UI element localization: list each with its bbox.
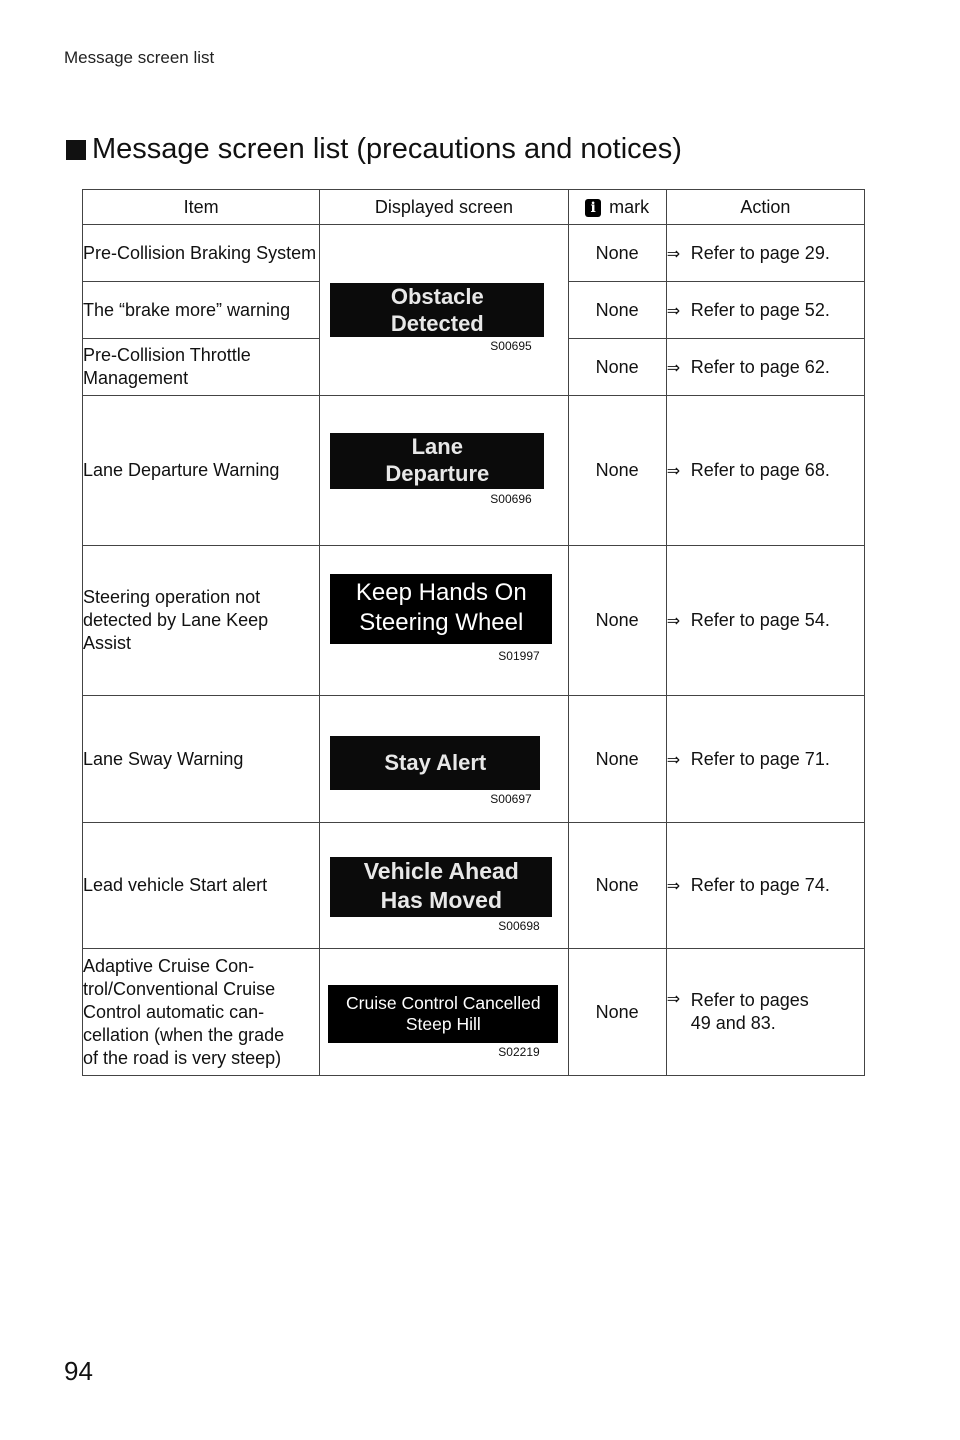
mark-cell: None: [568, 225, 666, 282]
display-screen-cruise-cancelled: [328, 985, 558, 1043]
screen-line: Has Moved: [380, 887, 503, 913]
header-displayed-screen: Displayed screen: [320, 190, 568, 225]
screen-cell: [320, 696, 568, 823]
info-icon: i: [585, 199, 601, 217]
item-line: trol/Conventional Cruise: [83, 978, 276, 999]
action-text: Refer to page 62.: [690, 356, 830, 377]
table-header-row: [83, 190, 865, 225]
action-cell: [666, 546, 864, 696]
item-line: of the road is very steep): [83, 1047, 282, 1068]
screen-code: S00696: [490, 492, 532, 506]
page-number: 94: [64, 1356, 93, 1386]
screen-code: S00695: [490, 339, 532, 353]
display-screen-lane-departure: [330, 433, 544, 489]
running-header: Message screen list: [64, 48, 215, 67]
mark-cell: None: [568, 339, 666, 396]
action-text: Refer to page 74.: [690, 875, 830, 895]
screen-line: Detected: [390, 311, 484, 336]
action-text: Refer to page 54.: [690, 610, 830, 630]
header-mark: [568, 190, 666, 225]
mark-cell: None: [568, 696, 666, 823]
arrow-icon: ⇒: [666, 302, 681, 320]
screen-cell: [320, 546, 568, 696]
mark-cell: None: [568, 396, 666, 546]
screen-cell: [320, 823, 568, 949]
screen-line: Lane: [411, 434, 463, 459]
item-cell: Lane Departure Warning: [83, 396, 320, 546]
header-action: Action: [666, 190, 864, 225]
item-cell: [83, 949, 320, 1076]
action-text: Refer to page 71.: [690, 748, 830, 769]
item-line: cellation (when the grade: [83, 1024, 285, 1045]
screen-code: S01997: [498, 649, 540, 663]
table-row: [83, 546, 865, 696]
section-bullet-square: [66, 140, 86, 160]
item-cell: Steering operation not detected by Lane Keep Assist: [83, 546, 320, 696]
action-text: Refer to page 68.: [690, 460, 830, 480]
screen-line: Cruise Control Cancelled: [346, 993, 541, 1013]
mark-cell: None: [568, 282, 666, 339]
action-cell: [666, 949, 864, 1076]
action-cell: [666, 339, 864, 396]
screen-line: Steep Hill: [405, 1014, 481, 1034]
arrow-icon: ⇒: [666, 613, 681, 630]
arrow-icon: ⇒: [666, 878, 681, 895]
table-row: [83, 696, 865, 823]
item-cell: The “brake more” warning: [83, 282, 320, 339]
mark-cell: None: [568, 823, 666, 949]
screen-code: S00698: [498, 919, 540, 933]
arrow-icon: ⇒: [666, 463, 681, 480]
action-line: Refer to pages: [690, 990, 809, 1010]
arrow-icon: ⇒: [666, 245, 681, 263]
item-cell: Lead vehicle Start alert: [83, 823, 320, 949]
action-text: Refer to page 29.: [690, 242, 830, 263]
screen-code: S02219: [498, 1045, 540, 1059]
screen-line: Steering Wheel: [359, 609, 524, 636]
screen-line: Stay Alert: [384, 750, 487, 775]
screen-cell: [320, 225, 568, 396]
section-title-text: Message screen list (precautions and notices): [92, 133, 682, 165]
action-cell: [666, 225, 864, 282]
table-row: [83, 823, 865, 949]
action-cell: [666, 282, 864, 339]
screen-line: Keep Hands On: [355, 579, 527, 606]
header-item: Item: [83, 190, 320, 225]
arrow-icon: ⇒: [666, 751, 681, 769]
action-text: Refer to page 52.: [690, 299, 830, 320]
action-cell: [666, 823, 864, 949]
item-cell: Pre-Collision Braking System: [83, 225, 320, 282]
mark-cell: None: [568, 949, 666, 1076]
arrow-icon: ⇒: [666, 359, 681, 377]
item-cell: Lane Sway Warning: [83, 696, 320, 823]
item-line: Adaptive Cruise Con-: [83, 955, 255, 976]
item-cell: Pre-Collision Throttle Management: [83, 339, 320, 396]
header-mark-label: mark: [609, 196, 650, 217]
display-screen-vehicle-ahead: [330, 857, 552, 917]
screen-line: Obstacle: [390, 284, 484, 309]
table-row: [83, 396, 865, 546]
screen-line: Vehicle Ahead: [363, 858, 519, 884]
screen-cell: [320, 396, 568, 546]
message-screen-table: [82, 189, 865, 1076]
section-title: [66, 133, 682, 166]
action-line: 49 and 83.: [690, 1013, 776, 1033]
action-cell: [666, 396, 864, 546]
screen-line: Departure: [385, 461, 490, 486]
action-cell: [666, 696, 864, 823]
mark-cell: None: [568, 546, 666, 696]
display-screen-stay-alert: [330, 736, 540, 790]
table-row: [83, 949, 865, 1076]
display-screen-obstacle-detected: [330, 283, 544, 337]
screen-cell: [320, 949, 568, 1076]
display-screen-keep-hands-on: [330, 574, 552, 644]
item-line: Control automatic can-: [83, 1001, 265, 1022]
table-row: [83, 225, 865, 282]
screen-code: S00697: [490, 792, 532, 806]
arrow-icon: ⇒: [666, 991, 681, 1008]
